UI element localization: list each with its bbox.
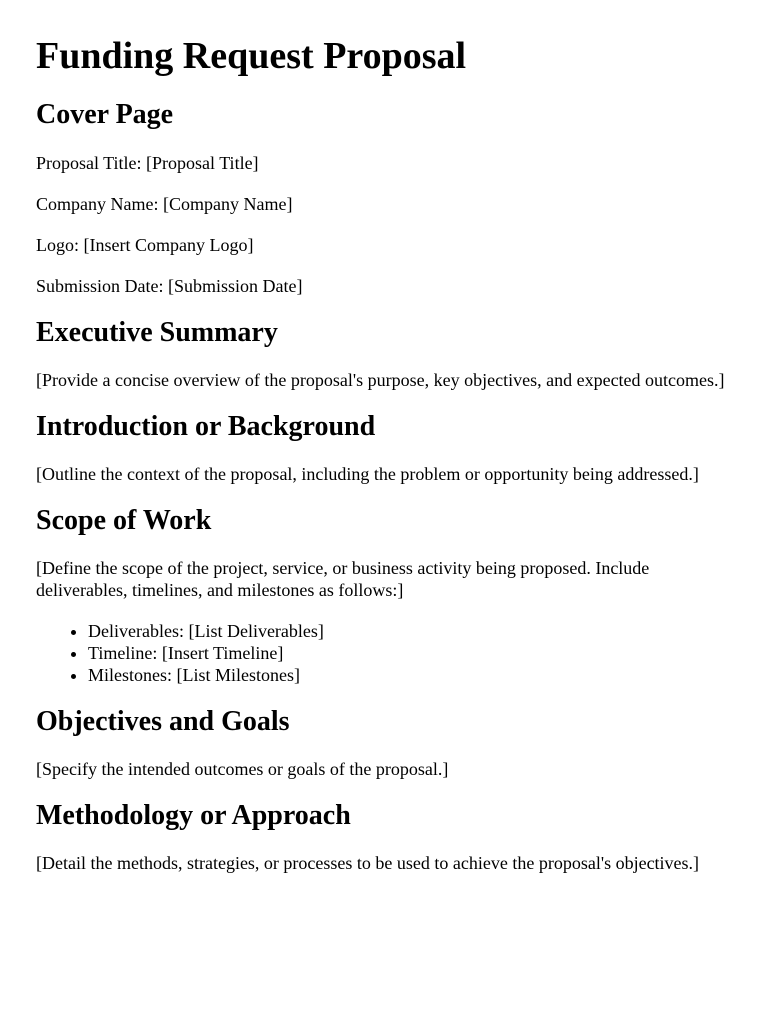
document-title: Funding Request Proposal (36, 35, 467, 77)
executive-summary-heading: Executive Summary (36, 317, 278, 348)
objectives-heading: Objectives and Goals (36, 706, 290, 737)
submission-date-line: Submission Date: [Submission Date] (36, 276, 303, 296)
methodology-heading: Methodology or Approach (36, 800, 351, 831)
executive-summary-text: [Provide a concise overview of the proposal's purpose, key objectives, and expected outcomes.] (36, 370, 725, 390)
scope-of-work-text: [Define the scope of the project, service, or business activity being proposed. Include deliverables, timelines, and milestones as follows:] (36, 558, 650, 600)
timeline-item: • Timeline: [Insert Timeline] (88, 642, 736, 664)
company-name-line: Company Name: [Company Name] (36, 194, 293, 214)
document-page (36, 0, 736, 874)
cover-page-heading: Cover Page (36, 99, 174, 130)
scope-of-work-heading: Scope of Work (36, 505, 212, 536)
proposal-title-line: Proposal Title: [Proposal Title] (36, 153, 259, 173)
introduction-heading: Introduction or Background (36, 411, 376, 442)
objectives-text: [Specify the intended outcomes or goals of the proposal.] (36, 759, 449, 779)
introduction-text: [Outline the context of the proposal, including the problem or opportunity being addressed.] (36, 464, 699, 484)
methodology-text: [Detail the methods, strategies, or processes to be used to achieve the proposal's objectives.] (36, 853, 700, 873)
logo-line: Logo: [Insert Company Logo] (36, 235, 254, 255)
deliverables-item: • Deliverables: [List Deliverables] (88, 620, 736, 642)
milestones-item: • Milestones: [List Milestones] (88, 664, 736, 686)
scope-of-work-list (36, 620, 736, 686)
